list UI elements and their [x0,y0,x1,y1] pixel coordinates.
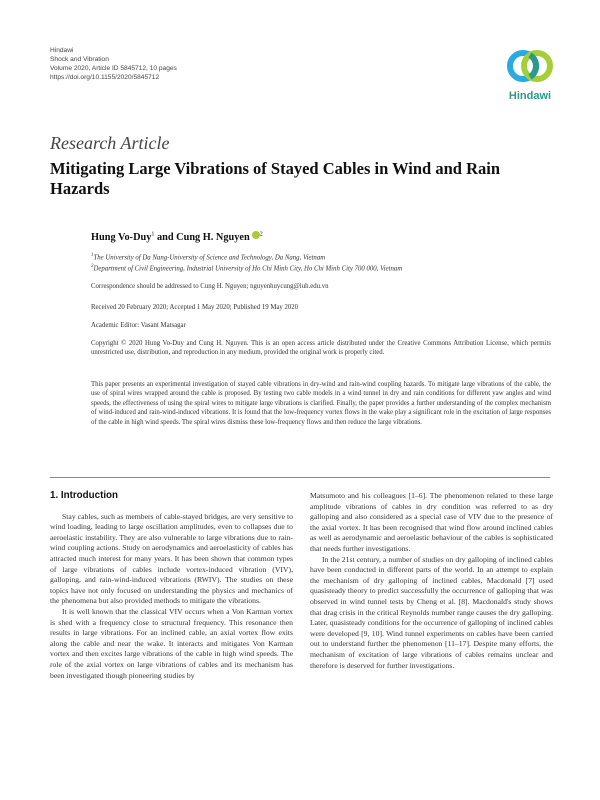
section-divider [50,477,550,478]
author-joiner: and [154,232,177,243]
correspondence: Correspondence should be addressed to Cung H. Nguyen; nguyenhuycung@iuh.edu.vn [91,283,329,290]
journal-meta [50,46,177,82]
affiliation-marker: 2 [259,231,263,238]
affiliation-text: The University of Da Nang-University of Science and Technology, Da Nang, Vietnam [93,254,326,262]
affiliation-text: Department of Civil Engineering, Industrial University of Ho Chi Minh City, Ho Chi Minh City 700 000, Vietnam [93,265,403,273]
author-name[interactable]: Hung Vo-Duy [91,232,152,243]
paragraph: Stay cables, such as members of cable-stayed bridges, are very sensitive to wind loading, leading to large oscillation amplitudes, even to collapses due to aeroelastic instability. They are also vulnerable to large vibrations due to rain-wind coupling actions. Study on aerodynamics and aeroelasticity of cables has attracted much interest for many years. It has been shown that common types of large vibrations of cables include vortex-induced vibration (VIV), galloping, and rain-wind-induced vibrations (RWIV). The studies on these topics have not only focused on understanding the physics and mechanics of the phenomena but also provided methods to mitigate the vibrations. [50,511,293,606]
academic-editor: Academic Editor: Vasant Matsagar [91,322,186,329]
article-type: Research Article [50,133,170,153]
affiliation-1 [91,253,325,261]
paragraph: In the 21st century, a number of studies on dry galloping of inclined cables have been conducted in different parts of the world. In an attempt to explain the mechanism of dry galloping of inclined cables, Macdonald [7] used quasisteady theory to predict successfully the occurrence of galloping that was observed in wind tunnel tests by Cheng et al. [8]. Macdonald's study shows that drag crisis in the critical Reynolds number range causes the dry galloping. Later, quasisteady conditions for the occurrence of galloping of inclined cables were developed [9, 10]. Wind tunnel experiments on cables have been carried out to understand further the phenomenon [11–17]. Despite many efforts, the mechanism of excitation of large vibrations of cables remains unclear and therefore is deserved for further investigations. [310,554,553,670]
body-column-left [50,491,293,681]
publisher-name: Hindawi [50,47,74,54]
affiliation-marker: 1 [151,231,155,238]
section-heading: 1. Introduction [50,490,119,501]
article-title: Mitigating Large Vibrations of Stayed Cables in Wind and Rain Hazards [50,159,501,198]
affiliation-2 [91,264,402,272]
volume-line: Volume 2020, Article ID 5845712, 10 pages [50,65,177,72]
hindawi-logo [500,46,560,108]
paragraph: It is well known that the classical VIV occurs when a Von Karman vortex is shed with a frequency close to structural frequency. This resonance then results in large vibrations. For an inclined cable, an axial vortex flow exits along the cable and near the wake. It interacts and mitigates Von Karman vortex and then excites large vibrations of the cable in high wind speeds. The role of the axial vortex on large vibrations of cables and its mechanism has been investigated though pioneering studies by [50,606,293,680]
affiliation-marker: 1 [91,253,94,258]
body-column-right [310,491,553,671]
affiliation-marker: 2 [91,264,94,269]
author-list [91,231,263,243]
hindawi-logo-text: Hindawi [508,90,552,102]
doi-link[interactable]: https://doi.org/10.1155/2020/5845712 [50,74,160,81]
abstract: This paper presents an experimental investigation of stayed cable vibrations in dry-wind and rain-wind coupling hazards. To mitigate large vibrations of the cable, the use of spiral wires wrapped around the cable is proposed. By testing two cable models in a wind tunnel in dry and rain conditions for different yaw angles and wind speeds, the effectiveness of using the spiral wires to mitigate large vibrations is clarified. Finally, the paper provides a further understanding of the complex mechanism of wind-induced and rain-wind-induced vibrations. It is found that the low-frequency vortex flows in the wake play a significant role in the excitation of large responses of the cable in high wind speeds. The spiral wires dismiss these low-frequency flows and then reduce the large vibrations. [91,381,551,426]
author-name[interactable]: Cung H. Nguyen [176,232,250,243]
paragraph: Matsumoto and his colleagues [1–6]. The phenomenon related to these large amplitude vibrations of cables in dry condition was referred to as dry galloping and also considered as a special case of VIV due to the presence of the axial vortex. It has been recognised that wind flow around inclined cables as well as aerodynamic and aeroelastic behaviour of the cables is sophisticated that needs further investigations. [310,491,553,553]
journal-name: Shock and Vibration [50,56,109,63]
orcid-icon[interactable] [252,231,260,239]
hindawi-logo-icon [500,46,560,90]
article-dates: Received 20 February 2020; Accepted 1 May 2020; Published 19 May 2020 [91,304,299,311]
copyright-notice: Copyright © 2020 Hung Vo-Duy and Cung H. Nguyen. This is an open access article distributed under the Creative Commons Attribution License, which permits unrestricted use, distribution, and reproduction in any medium, provided the original work is properly cited. [91,340,551,357]
